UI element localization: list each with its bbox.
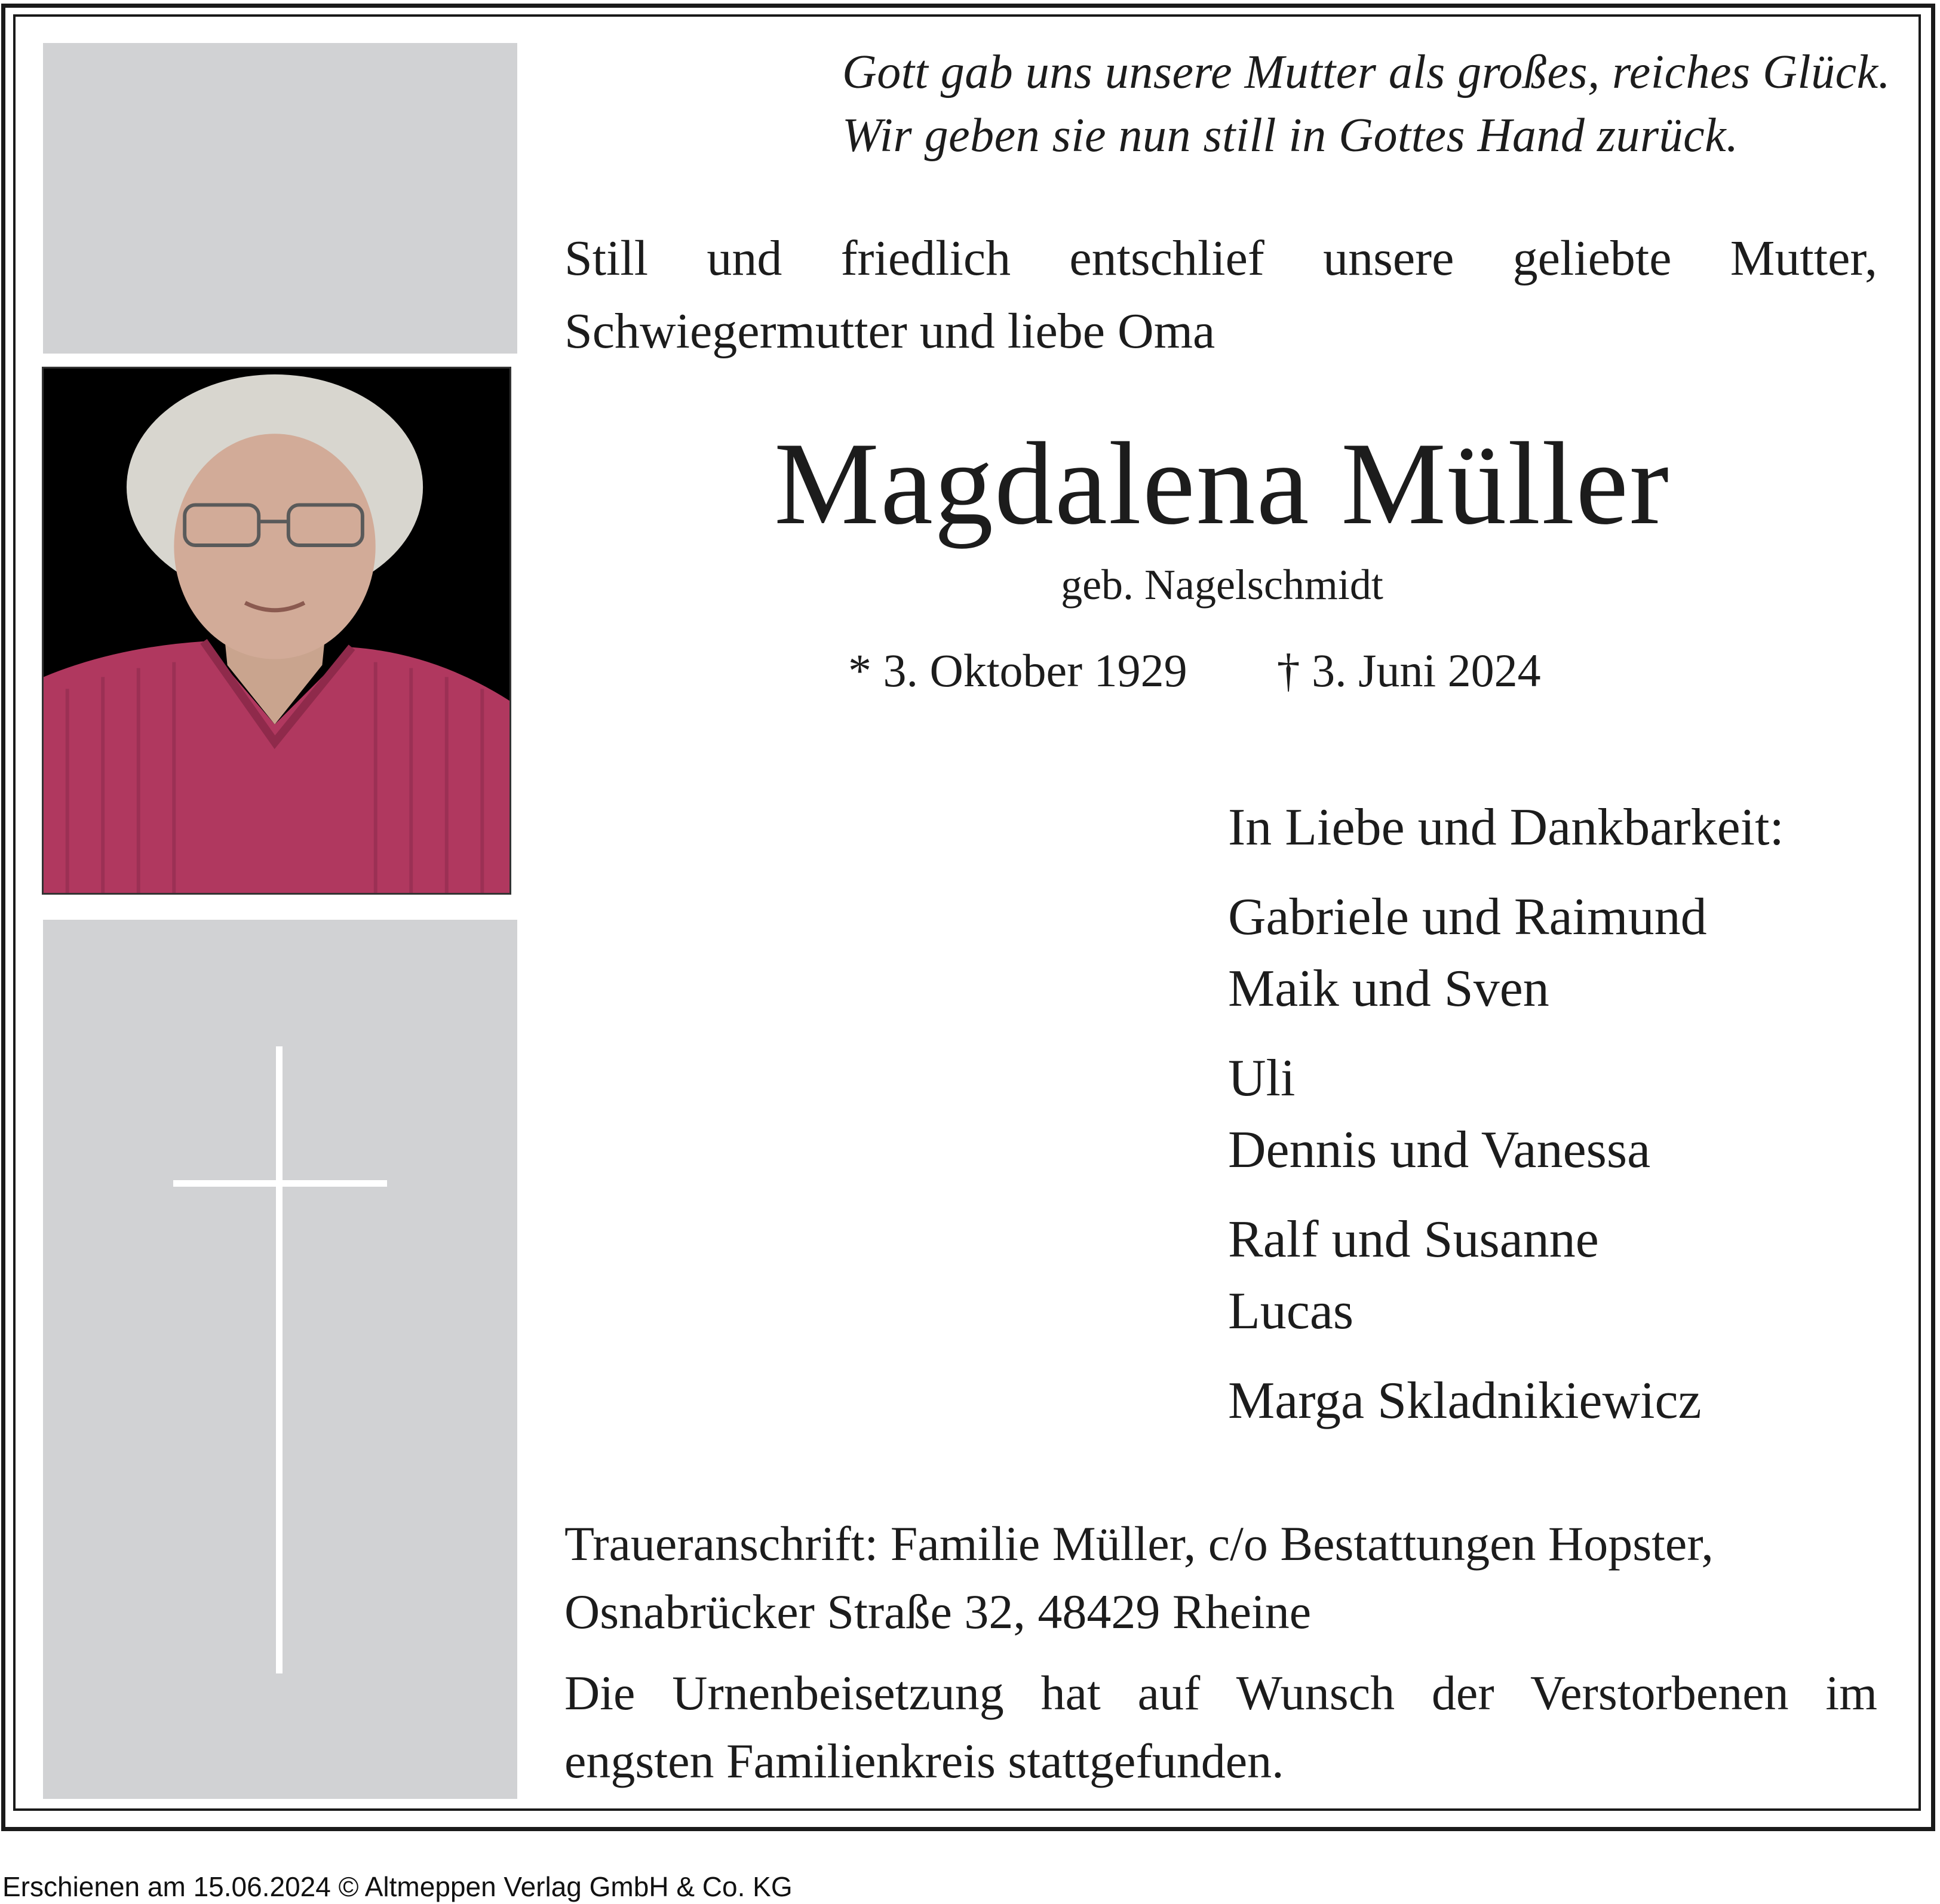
deceased-name: Magdalena Müller [774, 418, 1670, 549]
decorative-panel-top [43, 43, 517, 354]
intro-line-1: Still und friedlich entschlief unsere geliebte Mutter, [564, 231, 1877, 286]
publication-footer: Erschienen am 15.06.2024 © Altmeppen Verlag GmbH & Co. KG [2, 1871, 793, 1902]
motto-line-2: Wir geben sie nun still in Gottes Hand zurück. [842, 109, 1739, 162]
mourner-name: Maik und Sven [1228, 960, 1549, 1018]
mourners-list [1228, 792, 1784, 1437]
mourning-address-line-1: Traueranschrift: Familie Müller, c/o Bestattungen Hopster, [564, 1516, 1714, 1571]
motto-line-1: Gott gab uns unsere Mutter als großes, reiches Glück. [842, 46, 1891, 99]
burial-note-line-2: engsten Familienkreis stattgefunden. [564, 1734, 1284, 1788]
intro-line-2: Schwiegermutter und liebe Oma [564, 303, 1215, 359]
mourning-address-line-2: Osnabrücker Straße 32, 48429 Rheine [564, 1584, 1312, 1639]
mourner-name: Ralf und Susanne [1228, 1211, 1599, 1269]
mourner-name: Marga Skladnikiewicz [1228, 1372, 1702, 1430]
mourner-name: Gabriele und Raimund [1228, 888, 1707, 946]
death-date: † 3. Juni 2024 [1276, 644, 1541, 696]
burial-note-line-1: Die Urnenbeisetzung hat auf Wunsch der Verstorbenen im [564, 1666, 1877, 1720]
mourners-heading: In Liebe und Dankbarkeit: [1228, 799, 1785, 856]
birth-date: * 3. Oktober 1929 [848, 644, 1187, 696]
mourner-name: Lucas [1228, 1282, 1354, 1340]
birth-name: geb. Nagelschmidt [1061, 561, 1383, 609]
cross-icon-horizontal [173, 1180, 387, 1187]
mourner-name: Uli [1228, 1049, 1296, 1107]
portrait-photo [42, 367, 511, 895]
life-dates [848, 644, 1541, 698]
cross-icon-vertical [276, 1046, 283, 1673]
mourner-name: Dennis und Vanessa [1228, 1121, 1651, 1179]
